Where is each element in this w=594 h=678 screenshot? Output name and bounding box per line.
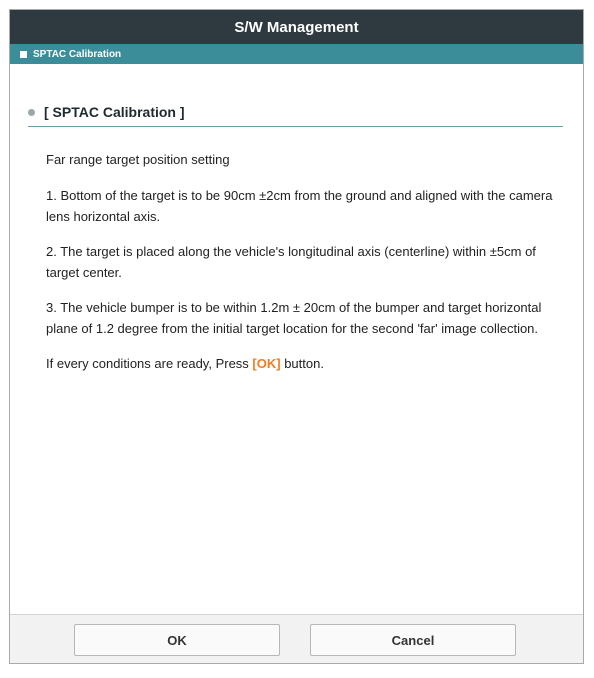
ready-instruction bbox=[46, 353, 563, 374]
cancel-button[interactable]: Cancel bbox=[310, 624, 516, 656]
button-footer bbox=[10, 614, 583, 663]
section-heading-label: [ SPTAC Calibration ] bbox=[44, 104, 185, 120]
bullet-dot-icon bbox=[28, 109, 35, 116]
content-area bbox=[10, 104, 583, 374]
step-1-text: 1. Bottom of the target is to be 90cm ±2cm from the ground and aligned with the camera lens horizontal axis. bbox=[46, 188, 553, 224]
ok-highlight: [OK] bbox=[252, 356, 281, 371]
ok-button[interactable]: OK bbox=[74, 624, 280, 656]
section-heading bbox=[28, 104, 563, 127]
subheader-label: SPTAC Calibration bbox=[33, 48, 122, 60]
subheader-bar bbox=[10, 44, 583, 64]
square-bullet-icon bbox=[20, 51, 27, 58]
step-3-text: 3. The vehicle bumper is to be within 1.2m ± 20cm of the bumper and target horizontal plane of 1.2 degree from the initial target location for the second 'far' image collection. bbox=[46, 300, 542, 336]
sw-management-window bbox=[9, 9, 584, 664]
ready-prefix: If every conditions are ready, Press bbox=[46, 356, 253, 371]
window-title: S/W Management bbox=[10, 10, 583, 44]
step-2-text: 2. The target is placed along the vehicle's longitudinal axis (centerline) within ±5cm of target center. bbox=[46, 244, 536, 280]
ready-suffix: button. bbox=[280, 356, 324, 371]
intro-text: Far range target position setting bbox=[46, 152, 230, 167]
